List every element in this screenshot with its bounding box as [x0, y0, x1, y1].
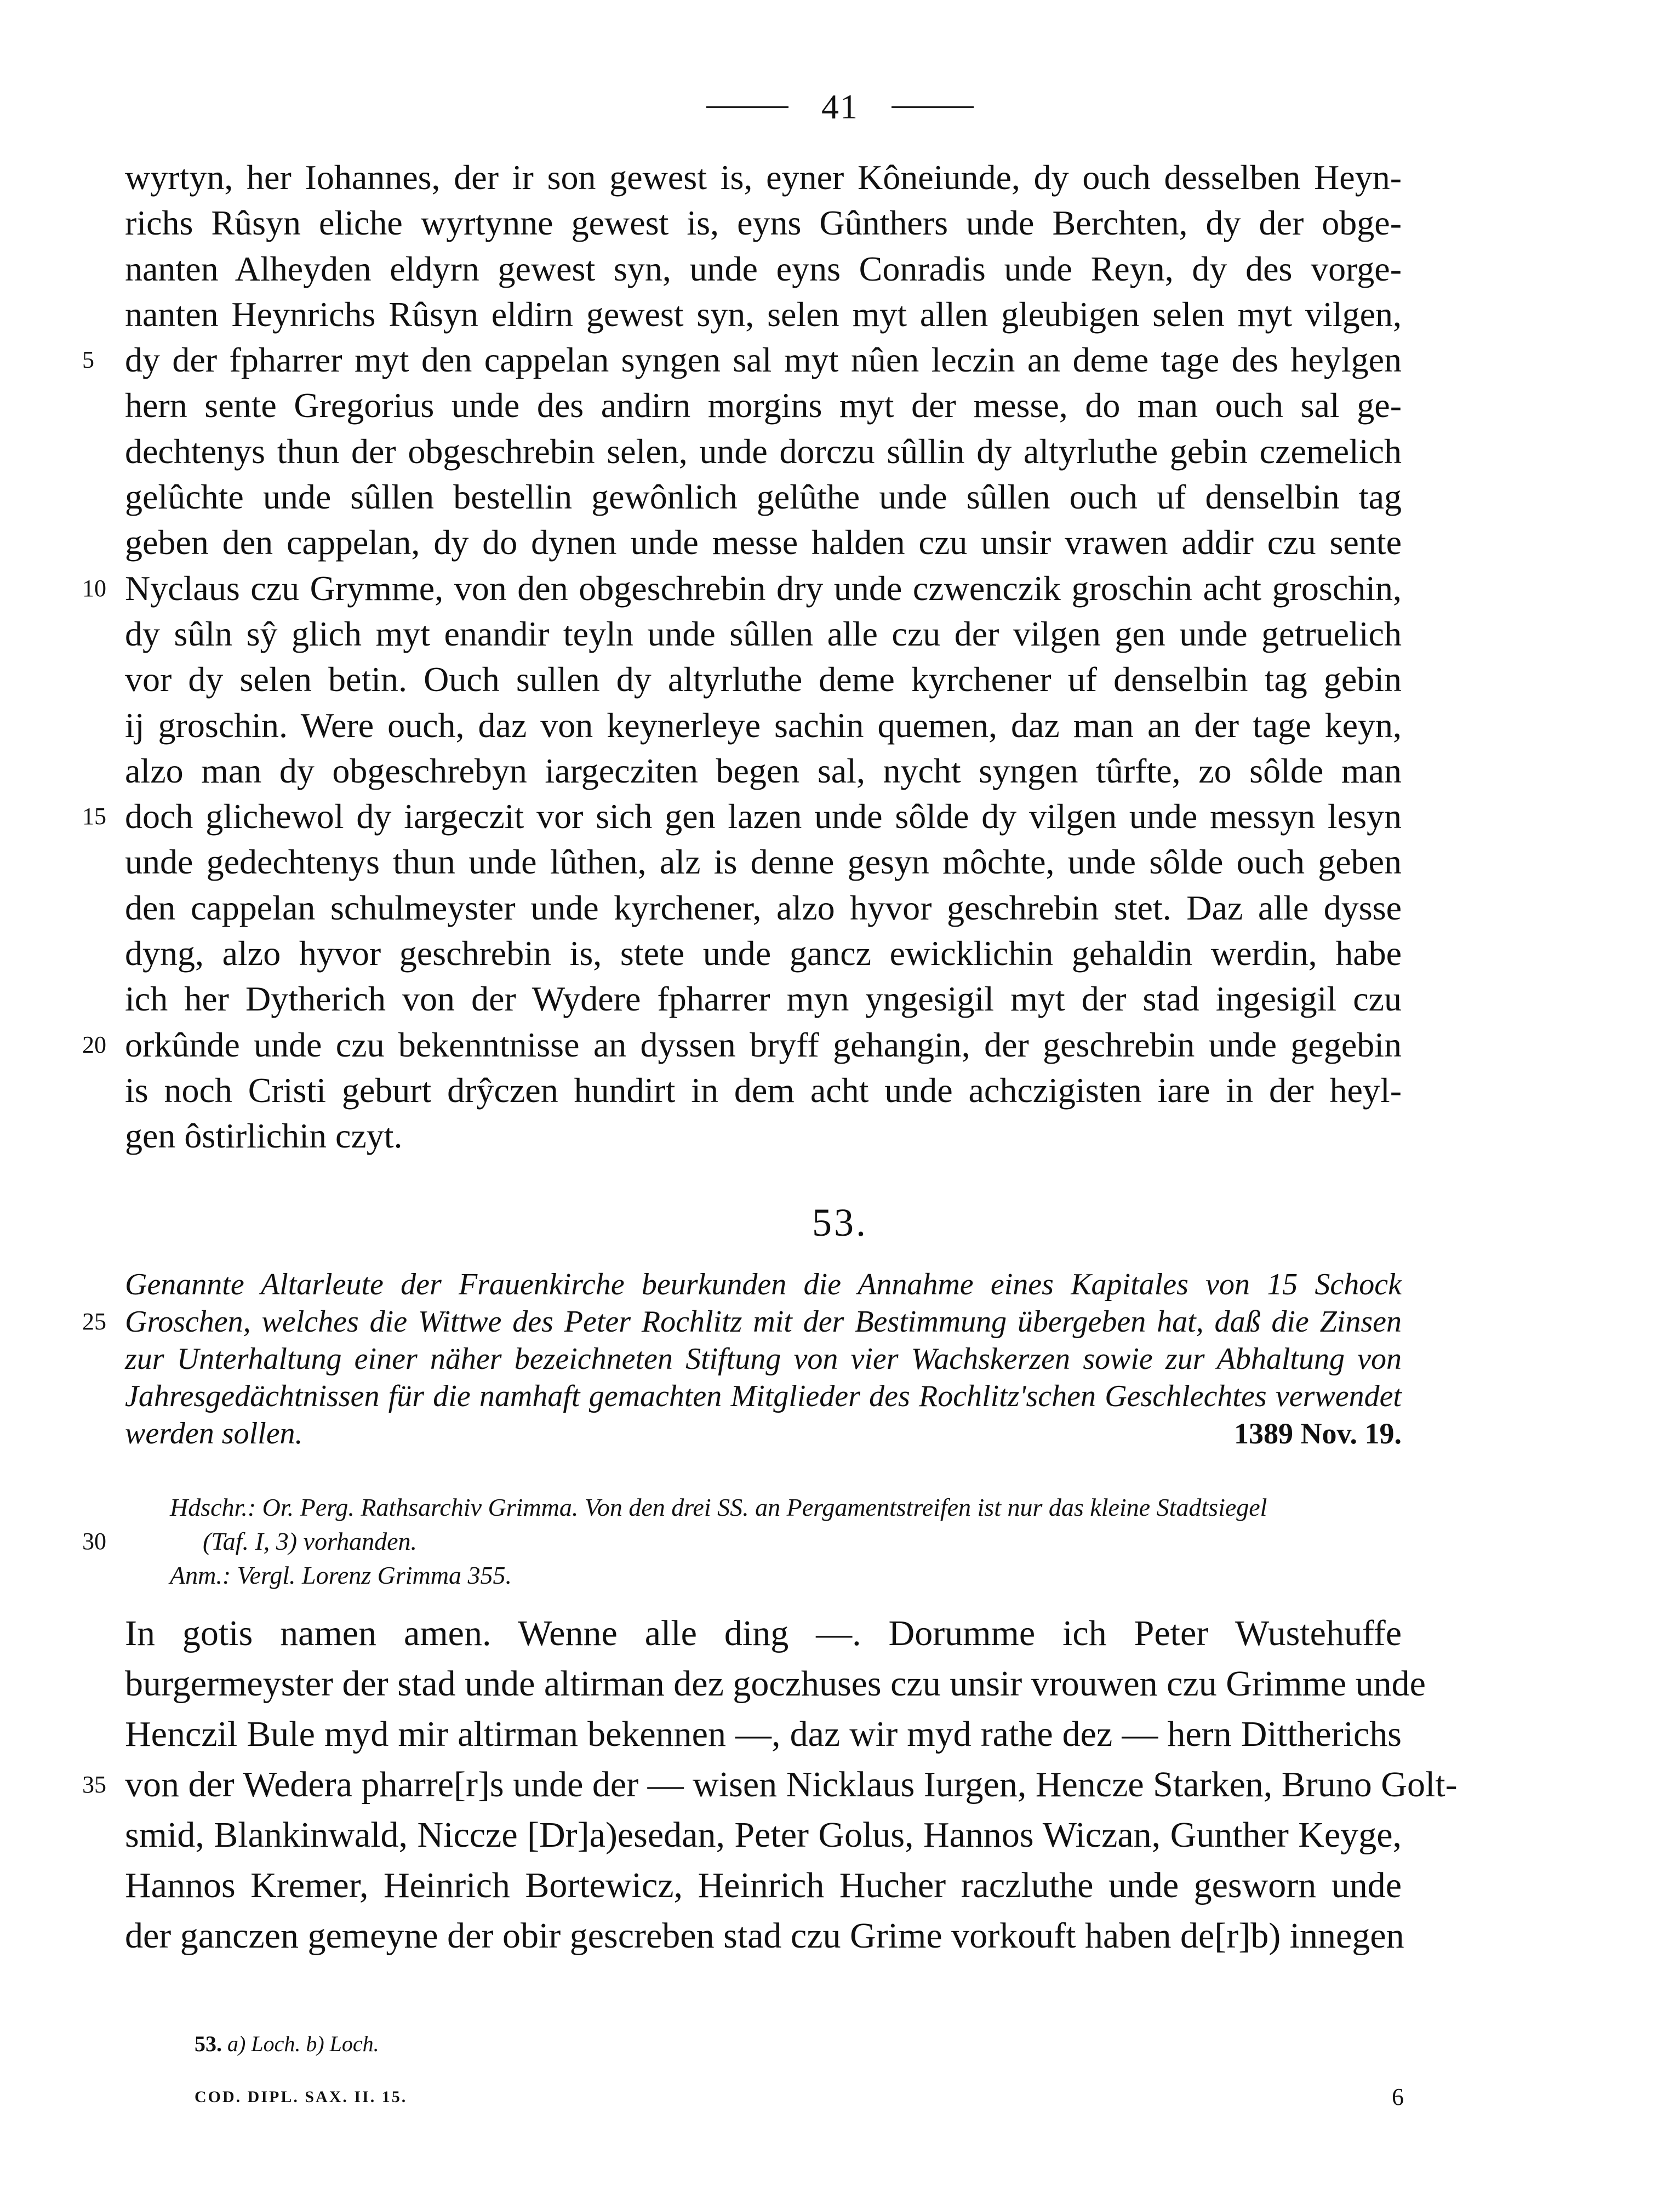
page-number: 41: [821, 87, 859, 126]
text-line: [125, 1911, 1402, 1961]
page-header: [0, 82, 1680, 132]
line-text: der ganczen gemeyne der obir gescreben stad czu Grime vorkouft haben de[r]b) innegen: [125, 1916, 1404, 1956]
regest: [82, 1266, 1402, 1452]
document-text: [82, 1608, 1458, 1961]
text-line: [125, 1266, 1402, 1303]
document-number: 53.: [812, 1201, 868, 1244]
line-number: 20: [82, 1031, 106, 1058]
source-line: [170, 1558, 1402, 1592]
text-line: [125, 1810, 1402, 1860]
line-text: In gotis namen amen. Wenne alle ding —. Dorumme ich Peter Wustehuffe: [125, 1613, 1402, 1653]
text-line: [82, 1760, 1458, 1810]
line-number: 30: [82, 1528, 106, 1555]
document-text-continued: [82, 155, 1402, 1159]
line-number: 5: [82, 346, 94, 374]
text-line: [125, 611, 1402, 656]
line-text: werden sollen.: [125, 1417, 303, 1451]
document-date: 1389 Nov. 19.: [1233, 1417, 1402, 1450]
text-line: [82, 337, 1402, 382]
text-line: [125, 429, 1402, 474]
text-line: [125, 155, 1402, 200]
text-line: [125, 246, 1402, 292]
sheet-signature: 6: [1392, 2083, 1405, 2110]
text-line: [125, 382, 1402, 428]
line-number: 15: [82, 803, 106, 830]
line-text: geben den cappelan, dy do dynen unde messe halden czu unsir vrawen addir czu sente: [125, 523, 1402, 562]
source-line: [170, 1491, 1402, 1525]
line-text: gen ôstirlichin czyt.: [125, 1116, 403, 1156]
text-line: [125, 703, 1402, 748]
series-signature: COD. DIPL. SAX. II. 15.: [195, 2088, 408, 2106]
text-line: [125, 656, 1402, 702]
text-line: [125, 1378, 1402, 1415]
line-text: Nyclaus czu Grymme, von den obgeschrebin dry unde czwenczik groschin acht groschin,: [125, 568, 1402, 608]
text-line: [125, 885, 1402, 930]
header-rule-right: [892, 106, 974, 108]
text-line: [125, 200, 1402, 246]
line-text: burgermeyster der stad unde altirman dez goczhuses czu unsir vrouwen czu Grimme unde: [125, 1664, 1426, 1704]
line-text: nanten Heynrichs Rûsyn eldirn gewest syn, selen myt allen gleubigen selen myt vilgen,: [125, 294, 1402, 334]
line-number: 10: [82, 574, 106, 602]
text-line: [125, 292, 1402, 337]
line-text: dechtenys thun der obgeschrebin selen, unde dorczu sûllin dy altyrluthe gebin czemelich: [125, 431, 1402, 471]
text-line: [125, 474, 1402, 519]
line-text: smid, Blankinwald, Niccze [Dr]a)esedan, Peter Golus, Hannos Wiczan, Gunther Keyge,: [125, 1815, 1402, 1855]
line-text: unde gedechtenys thun unde lûthen, alz is denne gesyn môchte, unde sôlde ouch geben: [125, 842, 1402, 882]
line-text: Jahresgedächtnissen für die namhaft gemachten Mitglieder des Rochlitz'schen Geschlechtes verwendet: [125, 1379, 1402, 1413]
footnote-number: 53.: [195, 2031, 222, 2056]
line-text: zur Unterhaltung einer näher bezeichneten Stiftung von vier Wachskerzen sowie zur Abhaltung von: [125, 1342, 1402, 1376]
line-number: 35: [82, 1771, 106, 1798]
text-line: [82, 1022, 1402, 1067]
line-text: den cappelan schulmeyster unde kyrchener, alzo hyvor geschrebin stet. Daz alle dysse: [125, 888, 1402, 927]
text-line: [125, 1340, 1402, 1378]
text-line: [125, 1659, 1426, 1709]
line-text: Henczil Bule myd mir altirman bekennen —, daz wir myd rathe dez — hern Dittherichs: [125, 1714, 1402, 1754]
header-rule-left: [706, 106, 788, 108]
line-text: Groschen, welches die Wittwe des Peter Rochlitz mit der Bestimmung übergeben hat, daß die Zinsen: [125, 1305, 1402, 1339]
text-line: [82, 793, 1402, 839]
text-line: [82, 1303, 1402, 1340]
text-line: [125, 976, 1402, 1021]
line-text: ij groschin. Were ouch, daz von keynerleye sachin quemen, daz man an der tage keyn,: [125, 705, 1402, 745]
text-line: [125, 1608, 1402, 1659]
line-number: 25: [82, 1308, 106, 1335]
line-text: vor dy selen betin. Ouch sullen dy altyrluthe deme kyrchener uf denselbin tag gebin: [125, 660, 1402, 699]
line-text: richs Rûsyn eliche wyrtynne gewest is, eyns Gûnthers unde Berchten, dy der obge-: [125, 203, 1402, 243]
text-line: [125, 839, 1402, 884]
text-line: [125, 519, 1402, 565]
line-text: dy sûln sŷ glich myt enandir teyln unde sûllen alle czu der vilgen gen unde getruelich: [125, 614, 1402, 653]
line-text: nanten Alheyden eldyrn gewest syn, unde eyns Conradis unde Reyn, dy des vorge-: [125, 249, 1402, 288]
footnote: [195, 2028, 1400, 2060]
line-text: dy der fpharrer myt den cappelan syngen sal myt nûen leczin an deme tage des heylgen: [125, 340, 1402, 380]
text-line: [125, 1113, 1402, 1158]
footnote-text: a) Loch. b) Loch.: [227, 2031, 379, 2056]
line-text: dyng, alzo hyvor geschrebin is, stete unde gancz ewicklichin gehaldin werdin, habe: [125, 934, 1402, 973]
source-text: Hdschr.: Or. Perg. Rathsarchiv Grimma. Von den drei SS. an Pergamentstreifen ist nur das kleine Stadtsiegel: [170, 1493, 1267, 1521]
text-line: [125, 1709, 1402, 1760]
source-notes: [82, 1491, 1402, 1592]
line-text: alzo man dy obgeschrebyn iargecziten begen sal, nycht syngen tûrfte, zo sôlde man: [125, 751, 1402, 790]
line-text: orkûnde unde czu bekenntnisse an dyssen bryff gehangin, der geschrebin unde gegebin: [125, 1025, 1402, 1064]
signature-line: [195, 2083, 1405, 2111]
source-text: (Taf. I, 3) vorhanden.: [203, 1527, 417, 1555]
text-line: [125, 930, 1402, 976]
line-text: is noch Cristi geburt drŷczen hundirt in dem acht unde achczigisten iare in der heyl-: [125, 1070, 1402, 1110]
text-line: [125, 1067, 1402, 1113]
line-text: doch glichewol dy iargeczit vor sich gen lazen unde sôlde dy vilgen unde messyn lesyn: [125, 797, 1402, 836]
line-text: wyrtyn, her Iohannes, der ir son gewest is, eyner Kôneiunde, dy ouch desselben Heyn-: [125, 158, 1402, 197]
text-line: [125, 1860, 1402, 1911]
text-line: [125, 748, 1402, 793]
line-text: Genannte Altarleute der Frauenkirche beurkunden die Annahme eines Kapitales von 15 Schock: [125, 1268, 1402, 1301]
line-text: von der Wedera pharre[r]s unde der — wisen Nicklaus Iurgen, Hencze Starken, Bruno Golt-: [125, 1765, 1458, 1805]
text-line: [82, 566, 1402, 611]
footnotes: [195, 2028, 1400, 2060]
line-text: Hannos Kremer, Heinrich Bortewicz, Heinrich Hucher raczluthe unde gesworn unde: [125, 1865, 1402, 1905]
source-text: Anm.: Vergl. Lorenz Grimma 355.: [170, 1561, 512, 1589]
line-text: gelûchte unde sûllen bestellin gewônlich gelûthe unde sûllen ouch uf denselbin tag: [125, 477, 1402, 517]
line-text: hern sente Gregorius unde des andirn morgins myt der messe, do man ouch sal ge-: [125, 386, 1402, 425]
line-text: ich her Dytherich von der Wydere fpharrer myn yngesigil myt der stad ingesigil czu: [125, 979, 1402, 1019]
source-line: [82, 1525, 1402, 1558]
